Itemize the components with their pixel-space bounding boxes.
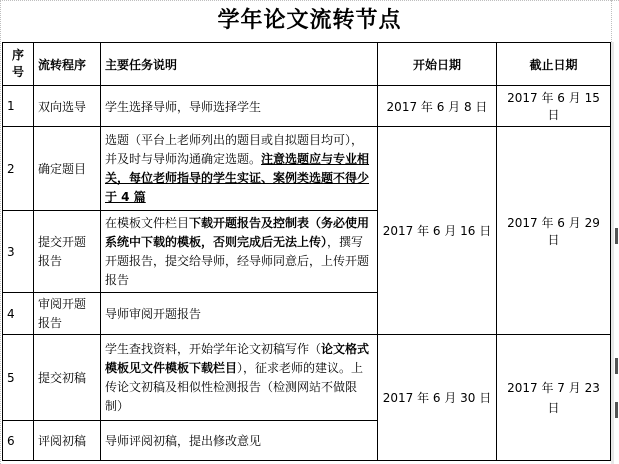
row-process: 审阅开题报告: [34, 293, 101, 335]
column-shade: [611, 42, 614, 464]
group-end-date: 2017 年 7 月 23 日: [497, 335, 611, 461]
row-end-date: 2017 年 6 月 15 日: [497, 86, 611, 127]
row-number: 2: [3, 127, 34, 211]
cell-marker: [615, 402, 618, 418]
row-process: 提交开题报告: [34, 211, 101, 293]
task-emphasis: 下载开题报告及控制表（务必使用系统中下载的模板，否则完成后无法上传）: [105, 215, 370, 249]
row-number: 6: [3, 421, 34, 461]
row-process: 评阅初稿: [34, 421, 101, 461]
header-task: 主要任务说明: [101, 43, 378, 86]
schedule-table: [2, 42, 611, 461]
row-task: [101, 127, 378, 211]
row-process: 双向选导: [34, 86, 101, 127]
header-start: 开始日期: [378, 43, 497, 86]
row-task: 导师评阅初稿，提出修改意见: [101, 421, 378, 461]
header-seq: 序号: [3, 43, 34, 86]
task-text: ），征求老师的建议。上传论文初稿及相似性检测报告（检测网站不做限制）: [105, 360, 364, 413]
sheet-gridline: [0, 0, 1, 464]
task-text: 选题（平台上老师列出的题目或自拟题目均可），并及时与导师沟通确定选题。: [105, 132, 364, 166]
row-start-date: 2017 年 6 月 8 日: [378, 86, 497, 127]
group-end-date: 2017 年 6 月 29 日: [497, 127, 611, 335]
row-process: 提交初稿: [34, 335, 101, 421]
row-task: [101, 211, 378, 293]
row-number: 3: [3, 211, 34, 293]
row-task: 导师审阅开题报告: [101, 293, 378, 335]
cell-marker: [615, 358, 618, 374]
table-row: [3, 127, 611, 211]
task-text: 在模板文件栏目: [105, 215, 190, 230]
table-header-row: [3, 43, 611, 86]
task-emphasis: 注意选题应与专业相关，每位老师指导的学生实证、案例类选题不得少于 4 篇: [105, 151, 370, 204]
row-process: 确定题目: [34, 127, 101, 211]
row-task: 学生选择导师，导师选择学生: [101, 86, 378, 127]
document-title: 学年论文流转节点: [217, 8, 402, 33]
group-start-date: 2017 年 6 月 30 日: [378, 335, 497, 461]
header-process: 流转程序: [34, 43, 101, 86]
row-task: [101, 335, 378, 421]
task-text: ，撰写开题报告，提交给导师，经导师同意后，上传开题报告: [105, 234, 370, 287]
task-text: 学生查找资料，开始学年论文初稿写作（: [105, 341, 322, 356]
table-row: [3, 86, 611, 127]
row-number: 1: [3, 86, 34, 127]
row-number: 4: [3, 293, 34, 335]
table-row: [3, 335, 611, 421]
cell-marker: [615, 228, 618, 244]
header-end: 截止日期: [497, 43, 611, 86]
group-start-date: 2017 年 6 月 16 日: [378, 127, 497, 335]
task-emphasis: 论文格式模板见文件模板下载栏目: [105, 341, 370, 375]
row-number: 5: [3, 335, 34, 421]
